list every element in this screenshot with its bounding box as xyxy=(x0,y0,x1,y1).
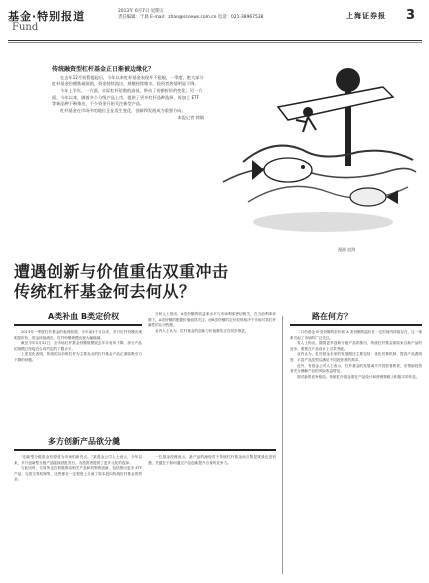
section-a-column-1 xyxy=(14,330,142,364)
section-rule xyxy=(14,324,142,326)
section-c-column-1 xyxy=(14,455,142,483)
body-paragraph: 2013年一季度杠杆基金的表现较弱，今年前5个月以来，多只杠杆份额出现明显折价，资金持续流出，杠杆份额规模出现大幅缩减。 xyxy=(14,330,142,340)
body-paragraph: 截至今年5月31日，全市场杠杆基金份额规模较去年末有所下降，部分产品的规模已经接近合同约定的下限水平。 xyxy=(14,341,142,351)
body-paragraph: 业内认为，杠杆基金未来的发展路径主要包括：优化折算机制、提高产品透明度、丰富产品类型以满足不同投资者的需求。 xyxy=(290,352,422,362)
intro-paragraph: 今年上半年，一方面，实际杠杆倍数的高低，带动了份额折价的变化；另一方面，今年以来，随着多个分级产品上市，提供了更多杠杆品种选择，再加上 ETF 等新品种不断推出，不少资金开始关注新型产品。 xyxy=(52,88,203,106)
editor-contact: 责任编辑：于晨 E-mail：zhao@ssnews.com.cn 电话：021-38967538 xyxy=(118,15,264,20)
body-paragraph: 上述变化表明，传统的以价格杠杆为主要卖点的杠杆基金产品正面临吸引力下降的问题。 xyxy=(14,352,142,362)
section-subtitle: Fund xyxy=(12,22,39,33)
cartoon-credit: 漫画 赵海 xyxy=(338,247,356,252)
masthead-rule-thin xyxy=(8,42,422,43)
seesaw-icon xyxy=(278,87,393,120)
section-c-column-2 xyxy=(148,455,276,466)
column-divider xyxy=(282,316,283,574)
intro-paragraph: 杠杆基金在市场中的地位正在发生变化，创新和发展成为重要方向。 xyxy=(60,108,186,114)
section-title-c: 多方创新产品欲分羹 xyxy=(48,437,120,446)
section-b-column xyxy=(290,330,422,380)
masthead-rule xyxy=(8,40,422,41)
body-paragraph: “创新型分级基金有望成为市场的新亮点。”某基金公司人士表示，今年以来，多只创新型分级产品陆续获批发行，为投资者提供了更多元化的选择。 xyxy=(14,455,142,465)
body-paragraph: 二月份基金 B 类份额的折价和 A 类份额的溢价在一定时间内持续存在，这一现象引起了市场的广泛关注。 xyxy=(290,330,422,340)
section-a-column-2 xyxy=(148,312,276,334)
body-paragraph: 此外，有基金公司人士表示，杠杆基金的发展离不开投资者教育，应帮助投资者充分理解产品的风险收益特征。 xyxy=(290,363,422,374)
section-title: 基金·特别报道 xyxy=(8,10,86,23)
body-paragraph: 一位基金经理表示，新产品的涌现对于传统杠杆基金而言既是挑战也是机遇，关键在于如何通过产品创新提升自身的竞争力。 xyxy=(148,455,276,465)
headline-line-1: 遭遇创新与价值重估双重冲击 xyxy=(14,262,229,281)
body-paragraph: 业内人士认为，杠杆基金的创新与价值重估正在同步推进。 xyxy=(155,328,249,333)
page-number: 3 xyxy=(406,8,416,23)
headline xyxy=(14,262,229,302)
body-paragraph: 分析人士指出，A类份额的收益率水平与市场利率密切相关，在当前利率环境下，A类份额的配置价值值得关注；而B类份额的定价权则取决于市场对其杠杆属性的认可程度。 xyxy=(148,312,276,328)
issue-date: 2013年 6月7日 星期五 xyxy=(118,9,164,14)
issue-meta xyxy=(118,9,263,21)
body-paragraph: 有人士指出，随着更多创新分级产品的推出，传统杠杆基金面临来自新产品的竞争，需要在产品设计上寻求突破。 xyxy=(290,341,422,351)
intro-kicker: 传统融资型杠杆基金正日渐被边缘化？ xyxy=(52,66,155,73)
masthead xyxy=(8,8,422,34)
paper-name: 上海证券报 xyxy=(346,12,386,20)
section-rule xyxy=(290,324,422,326)
wave-icon xyxy=(243,146,413,162)
intro-text xyxy=(52,75,204,122)
fish-icon xyxy=(264,158,312,182)
section-title-a: A类补血 B类定价权 xyxy=(48,312,120,321)
section-title-b: 路在何方？ xyxy=(312,312,352,321)
section-rule xyxy=(14,449,276,451)
headline-line-2: 传统杠杆基金何去何从？ xyxy=(14,282,196,301)
intro-paragraph: 在去年12月短暂提起后，今年以来杠杆基金表现并不抢眼，一季度，绝大部分杠杆基金份额跌破面值，资金持续流出，规模持续缩水，投资者热情明显下降。 xyxy=(52,75,204,87)
cartoon-illustration xyxy=(218,52,418,242)
intro-sign: 本报记者 徐婧 xyxy=(177,115,204,121)
body-paragraph: 面对新的竞争格局，传统杠杆基金需在产品设计和营销策略上积极寻求转变。 xyxy=(297,374,420,379)
body-paragraph: 与此同时，交易所也在积极推动相关产品和机制的创新，包括推出更多 ETF 产品、完善交易机制等，这些都在一定程度上分流了原本投向传统杠杆基金的资金。 xyxy=(14,466,142,482)
